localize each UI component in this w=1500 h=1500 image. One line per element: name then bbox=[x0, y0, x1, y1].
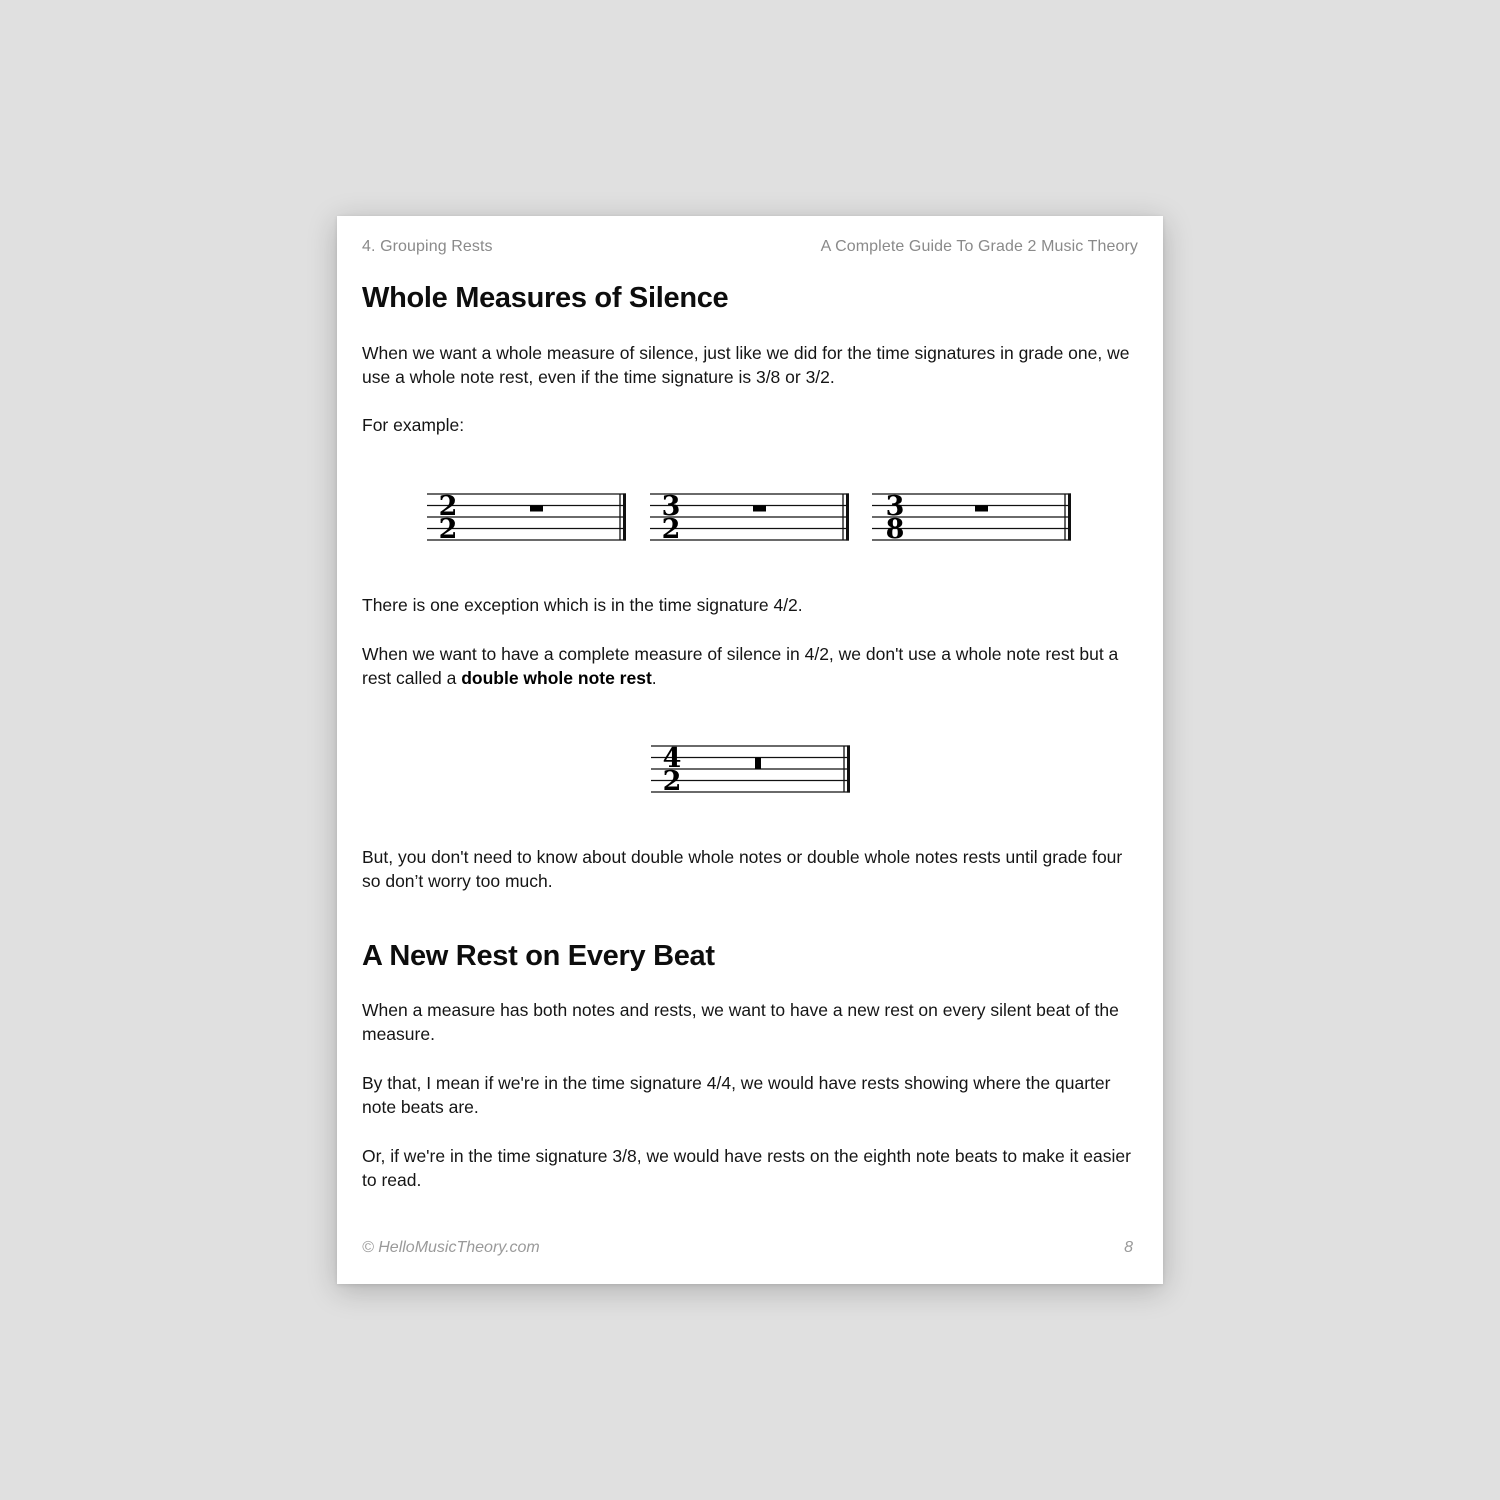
whole-rest-icon bbox=[753, 506, 766, 512]
heading-new-rest-every-beat: A New Rest on Every Beat bbox=[362, 940, 715, 972]
time-signature-top: 4 bbox=[662, 743, 682, 774]
paragraph-example-label: For example: bbox=[362, 415, 465, 435]
footer-page-number: 8 bbox=[1124, 1239, 1133, 1256]
time-signature-bottom: 2 bbox=[438, 514, 458, 545]
document-page bbox=[337, 216, 1163, 1284]
whole-rest-icon bbox=[975, 506, 988, 512]
paragraph-four-four: By that, I mean if we're in the time signature 4/4, we would have rests showing where the quarter note beats are. bbox=[362, 1073, 1111, 1117]
time-signature-top: 3 bbox=[661, 491, 681, 522]
footer-copyright: © HelloMusicTheory.com bbox=[362, 1239, 540, 1256]
staff-example-4-2 bbox=[651, 738, 851, 798]
staff-3-8-graphic bbox=[872, 486, 1072, 546]
staff-4-2-graphic bbox=[651, 738, 851, 798]
paragraph-grade-four-note: But, you don't need to know about double whole notes or double whole notes rests until grade four so don’t worry too much. bbox=[362, 847, 1123, 891]
double-whole-term: double whole note rest bbox=[461, 668, 652, 688]
running-header-chapter: 4. Grouping Rests bbox=[362, 238, 493, 255]
staff-3-2-graphic bbox=[650, 486, 850, 546]
running-header-book-title: A Complete Guide To Grade 2 Music Theory bbox=[820, 238, 1138, 255]
paragraph-three-eight: Or, if we're in the time signature 3/8, we would have rests on the eighth note beats to make it easier to read. bbox=[362, 1146, 1131, 1190]
time-signature-top: 3 bbox=[885, 491, 905, 522]
double-whole-text-post: . bbox=[651, 668, 657, 688]
staff-example-2-2 bbox=[427, 486, 627, 546]
time-signature-top: 2 bbox=[438, 491, 458, 522]
double-whole-text-pre: When we want to have a complete measure of silence in 4/2, we don't use a whole note rest but a rest called a bbox=[362, 644, 1119, 688]
paragraph-every-silent-beat: When a measure has both notes and rests, we want to have a new rest on every silent beat of the measure. bbox=[362, 1000, 1119, 1044]
paragraph-intro: When we want a whole measure of silence, just like we did for the time signatures in grade one, we use a whole note rest, even if the time signature is 3/8 or 3/2. bbox=[362, 343, 1130, 387]
paragraph-double-whole bbox=[362, 642, 1142, 690]
time-signature-bottom: 8 bbox=[885, 514, 905, 545]
whole-rest-icon bbox=[530, 506, 543, 512]
staff-example-3-8 bbox=[872, 486, 1072, 546]
staff-2-2-graphic bbox=[427, 486, 627, 546]
staff-example-3-2 bbox=[650, 486, 850, 546]
time-signature-bottom: 2 bbox=[661, 514, 681, 545]
heading-whole-measures: Whole Measures of Silence bbox=[362, 282, 729, 314]
time-signature-bottom: 2 bbox=[662, 766, 682, 797]
paragraph-exception: There is one exception which is in the time signature 4/2. bbox=[362, 595, 803, 615]
double-whole-rest-icon bbox=[755, 758, 761, 770]
